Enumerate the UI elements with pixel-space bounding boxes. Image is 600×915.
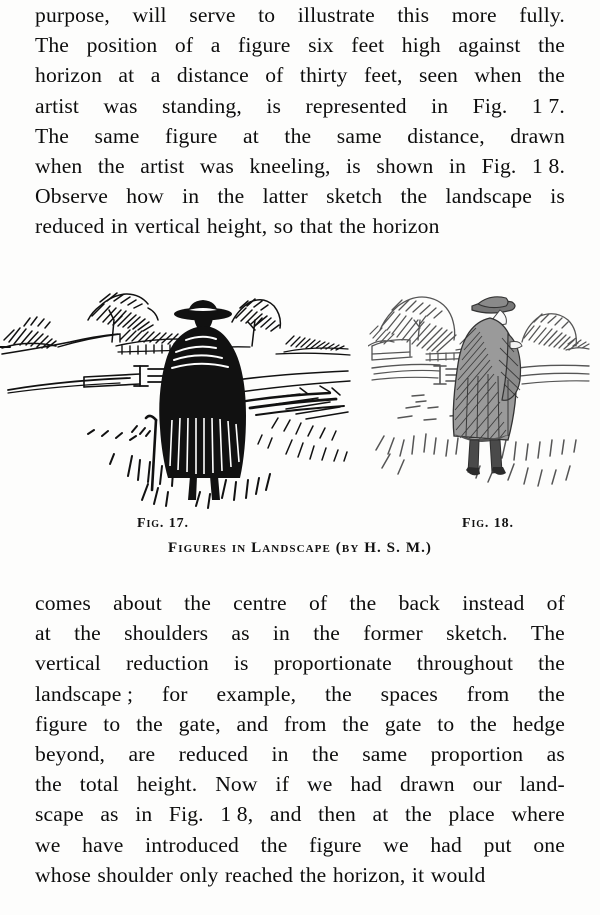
text-word: Observe <box>35 184 109 209</box>
text-word: Now <box>215 772 258 797</box>
text-word: at <box>243 123 259 148</box>
text-word: in <box>271 741 289 766</box>
text-word: from <box>466 681 510 706</box>
text-word: the <box>284 123 312 148</box>
text-word: six <box>308 33 334 58</box>
text-word: as <box>546 741 565 766</box>
text-word: put <box>483 832 512 857</box>
text-word: 1 8. <box>532 153 565 178</box>
text-word: proportion <box>430 741 524 766</box>
text-word: throughout <box>416 651 514 676</box>
text-word: The <box>35 33 70 58</box>
text-word: the <box>325 681 352 706</box>
text-word: artist <box>35 93 80 118</box>
text-word: in <box>182 184 200 209</box>
text-word: sketch. <box>446 621 508 646</box>
text-word: The <box>530 621 565 646</box>
bottom-paragraph <box>35 588 565 890</box>
text-word: this <box>397 3 430 27</box>
text-word: reached <box>224 862 294 887</box>
text-word: high <box>401 33 441 58</box>
text-word: the <box>97 153 125 178</box>
figure-18-caption: Fig. 18. <box>462 516 514 531</box>
text-word: to <box>103 711 121 736</box>
text-word: more <box>451 3 497 27</box>
text-word: had <box>430 832 462 857</box>
figure-17-illustration <box>0 268 352 513</box>
text-word: horizon <box>35 63 103 88</box>
text-word: the <box>538 63 565 88</box>
text-word: distance <box>176 63 249 88</box>
text-word: represented <box>305 93 407 118</box>
text-word: 1 8, <box>220 802 254 827</box>
text-word: where <box>511 802 565 827</box>
text-word: as <box>100 802 119 827</box>
bottom-paragraph-line <box>35 739 565 769</box>
text-word: example, <box>216 681 297 706</box>
text-word: figure <box>309 832 362 857</box>
text-word: in <box>272 621 291 646</box>
text-word: back <box>398 591 440 615</box>
text-word: that <box>299 214 333 239</box>
text-word: is <box>346 153 361 178</box>
text-word: the <box>538 651 565 676</box>
text-word: reduction <box>125 651 209 676</box>
text-word: how <box>126 184 164 209</box>
top-paragraph-line <box>35 151 565 181</box>
text-word: introduced <box>145 832 239 857</box>
top-paragraph-line <box>35 91 565 121</box>
text-word: shoulder <box>97 862 173 887</box>
text-word: the <box>260 832 288 857</box>
text-word: the <box>184 591 211 615</box>
text-word: it <box>411 862 425 887</box>
text-word: then <box>318 802 356 827</box>
text-word: in <box>449 153 467 178</box>
text-word: feet <box>351 33 385 58</box>
text-word: the <box>136 711 163 736</box>
top-paragraph-line <box>35 121 565 151</box>
top-paragraph-line <box>35 60 565 90</box>
text-word: fully. <box>519 3 565 27</box>
text-word: the <box>311 741 339 766</box>
text-word: sketch <box>326 184 383 209</box>
text-word: when <box>474 63 522 88</box>
text-word: Fig. <box>472 93 508 118</box>
text-word: in <box>110 214 128 239</box>
text-word: and <box>269 802 302 827</box>
text-word: drawn <box>399 772 455 797</box>
bottom-paragraph-line <box>35 618 565 648</box>
text-word: the <box>400 184 428 209</box>
text-word: about <box>113 591 162 615</box>
text-word: Fig. <box>168 802 204 827</box>
text-word: height. <box>136 772 198 797</box>
text-word: the <box>74 621 101 646</box>
top-paragraph-line <box>35 211 565 241</box>
text-word: The <box>35 123 70 148</box>
text-word: horizon, <box>332 862 406 887</box>
text-word: same <box>362 741 408 766</box>
bottom-paragraph-line <box>35 860 565 890</box>
text-word: latter <box>262 184 308 209</box>
figures-main-caption: Figures in Landscape (by H. S. M.) <box>167 540 433 556</box>
text-word: of <box>174 33 194 58</box>
text-word: to <box>258 3 276 27</box>
text-word: the <box>313 621 341 646</box>
text-word: when <box>35 153 83 178</box>
text-word: at <box>118 63 135 88</box>
text-word: distance, <box>407 123 485 148</box>
text-word: a <box>210 33 221 58</box>
text-word: standing, <box>162 93 242 118</box>
bottom-paragraph-line <box>35 769 565 799</box>
text-word: at <box>372 802 389 827</box>
text-word: have <box>82 832 124 857</box>
text-word: we <box>383 832 409 857</box>
text-word: reduced <box>178 741 249 766</box>
text-word: land- <box>519 772 565 797</box>
text-word: the <box>339 214 367 239</box>
text-word: landscape ; <box>35 681 134 706</box>
text-word: only <box>179 862 219 887</box>
text-word: total <box>79 772 119 797</box>
text-word: would <box>430 862 486 887</box>
text-word: 1 7. <box>531 93 565 118</box>
text-word: purpose, <box>35 3 110 27</box>
text-word: at <box>35 621 51 646</box>
text-word: a <box>150 63 161 88</box>
text-word: figure <box>35 711 88 736</box>
text-word: comes <box>35 591 91 615</box>
text-word: reduced <box>35 214 105 239</box>
text-word: feet, <box>364 63 403 88</box>
text-word: is <box>550 184 565 209</box>
text-word: as <box>231 621 250 646</box>
text-word: of <box>265 63 284 88</box>
text-word: against <box>458 33 521 58</box>
text-word: is <box>266 93 282 118</box>
text-word: of <box>546 591 565 615</box>
text-word: drawn <box>510 123 565 148</box>
text-word: in <box>431 93 449 118</box>
text-word: one <box>533 832 565 857</box>
text-word: gate <box>384 711 422 736</box>
text-word: had <box>350 772 383 797</box>
top-paragraph-line <box>35 0 565 30</box>
bottom-paragraph-line <box>35 830 565 860</box>
figure-17-caption: Fig. 17. <box>137 516 189 531</box>
text-word: to <box>437 711 455 736</box>
text-word: the <box>538 33 565 58</box>
text-word: kneeling, <box>249 153 331 178</box>
text-word: the <box>405 802 432 827</box>
text-word: serve <box>189 3 236 27</box>
text-word: the <box>538 681 565 706</box>
text-word: former <box>363 621 423 646</box>
text-word: for <box>162 681 188 706</box>
text-word: the <box>299 862 327 887</box>
text-word: the <box>342 711 370 736</box>
text-word: same <box>94 123 140 148</box>
text-word: artist <box>140 153 185 178</box>
text-word: Fig. <box>481 153 517 178</box>
text-word: the <box>349 591 377 615</box>
bottom-paragraph-line <box>35 709 565 739</box>
bottom-paragraph-line <box>35 679 565 709</box>
text-word: of <box>309 591 328 615</box>
text-word: spaces <box>380 681 438 706</box>
text-word: the <box>470 711 497 736</box>
text-word: was <box>103 93 138 118</box>
figure-18-illustration <box>368 268 590 506</box>
text-word: we <box>35 832 61 857</box>
bottom-paragraph-line <box>35 648 565 678</box>
text-word: same <box>336 123 382 148</box>
text-word: gate, <box>178 711 221 736</box>
text-word: landscape <box>445 184 533 209</box>
text-word: scape <box>35 802 84 827</box>
text-word: horizon <box>372 214 440 239</box>
text-word: is <box>233 651 249 676</box>
text-word: position <box>86 33 158 58</box>
text-word: the <box>217 184 245 209</box>
text-word: instead <box>462 591 525 615</box>
text-word: we <box>306 772 333 797</box>
text-word: thirty <box>299 63 348 88</box>
text-word: place <box>448 802 495 827</box>
bottom-paragraph-line <box>35 588 565 618</box>
text-word: our <box>472 772 502 797</box>
text-word: are <box>128 741 156 766</box>
text-word: from <box>283 711 327 736</box>
text-word: hedge <box>512 711 565 736</box>
text-word: beyond, <box>35 741 106 766</box>
text-word: and <box>236 711 269 736</box>
text-word: illustrate <box>297 3 375 27</box>
text-word: will <box>132 3 167 27</box>
text-word: figure <box>165 123 218 148</box>
text-word: so <box>273 214 294 239</box>
bottom-paragraph-line <box>35 799 565 829</box>
text-word: in <box>135 802 153 827</box>
illustration-pair <box>0 268 600 518</box>
text-word: height, <box>206 214 268 239</box>
text-word: vertical <box>35 651 101 676</box>
text-word: centre <box>233 591 287 615</box>
text-word: the <box>35 772 62 797</box>
text-word: was <box>199 153 234 178</box>
text-word: whose <box>35 862 91 887</box>
text-word: vertical <box>134 214 201 239</box>
text-word: shown <box>376 153 434 178</box>
text-word: figure <box>238 33 291 58</box>
text-word: proportionate <box>273 651 392 676</box>
top-paragraph-line <box>35 30 565 60</box>
text-word: if <box>275 772 290 797</box>
text-word: seen <box>418 63 458 88</box>
text-word: shoulders <box>124 621 209 646</box>
top-paragraph <box>35 0 565 242</box>
top-paragraph-line <box>35 181 565 211</box>
